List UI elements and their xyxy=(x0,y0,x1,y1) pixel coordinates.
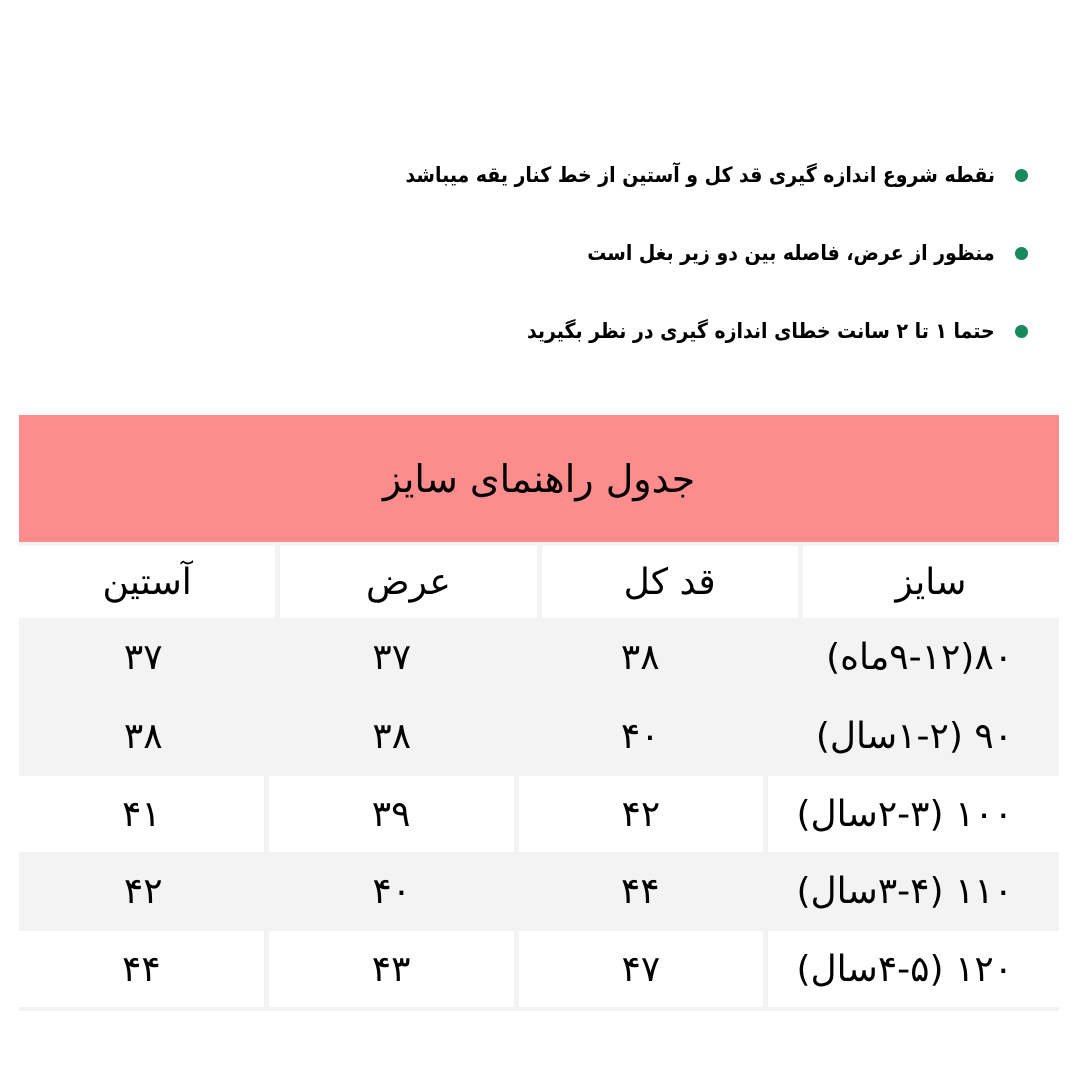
cell-sleeve: ۳۸ xyxy=(123,716,163,757)
table-title: جدول راهنمای سایز xyxy=(382,456,696,501)
cell-size: ۹۰ (۱-۲سال) xyxy=(815,716,1013,757)
cell-size: ۸۰(۹-۱۲ماه) xyxy=(826,637,1013,678)
table-grid xyxy=(19,542,1059,1011)
table-row xyxy=(19,776,1059,852)
cell-width: ۳۸ xyxy=(372,716,412,757)
note-item xyxy=(328,306,1028,356)
cell-size: ۱۱۰ (۳-۴سال) xyxy=(796,871,1013,912)
cell-height: ۴۷ xyxy=(519,931,764,1007)
note-item xyxy=(328,228,1028,278)
cell-sleeve: ۴۴ xyxy=(19,931,264,1007)
table-title-bar xyxy=(19,415,1059,542)
header-sleeve: آستین xyxy=(19,546,275,618)
cell-height: ۳۸ xyxy=(620,637,660,678)
bullet-dot-icon xyxy=(1015,247,1028,260)
bullet-dot-icon xyxy=(1015,325,1028,338)
header-height: قد کل xyxy=(542,546,798,618)
header-size: سایز xyxy=(803,546,1059,618)
cell-sleeve: ۴۲ xyxy=(123,871,163,912)
note-text: منظور از عرض، فاصله بین دو زیر بغل است xyxy=(587,241,995,265)
cell-height: ۴۴ xyxy=(620,871,660,912)
header-width: عرض xyxy=(280,546,536,618)
table-row xyxy=(19,931,1059,1007)
table-header-row xyxy=(19,546,1059,618)
cell-width: ۴۳ xyxy=(269,931,514,1007)
bullet-dot-icon xyxy=(1015,169,1028,182)
table-row xyxy=(19,618,1059,697)
cell-width: ۳۷ xyxy=(372,637,412,678)
cell-sleeve: ۴۱ xyxy=(19,776,264,852)
note-text: حتما ۱ تا ۲ سانت خطای اندازه گیری در نظر بگیرید xyxy=(527,319,995,343)
table-row xyxy=(19,697,1059,776)
note-text: نقطه شروع اندازه گیری قد کل و آستین از خط کنار یقه میباشد xyxy=(405,163,995,187)
table-row xyxy=(19,852,1059,931)
cell-sleeve: ۳۷ xyxy=(123,637,163,678)
cell-size: ۱۲۰ (۴-۵سال) xyxy=(768,931,1059,1007)
cell-width: ۳۹ xyxy=(269,776,514,852)
cell-size: ۱۰۰ (۲-۳سال) xyxy=(768,776,1059,852)
note-item xyxy=(328,150,1028,200)
cell-width: ۴۰ xyxy=(372,871,412,912)
cell-height: ۴۰ xyxy=(620,716,660,757)
cell-height: ۴۲ xyxy=(519,776,764,852)
measurement-notes xyxy=(328,150,1028,384)
size-guide-table xyxy=(19,415,1059,1011)
